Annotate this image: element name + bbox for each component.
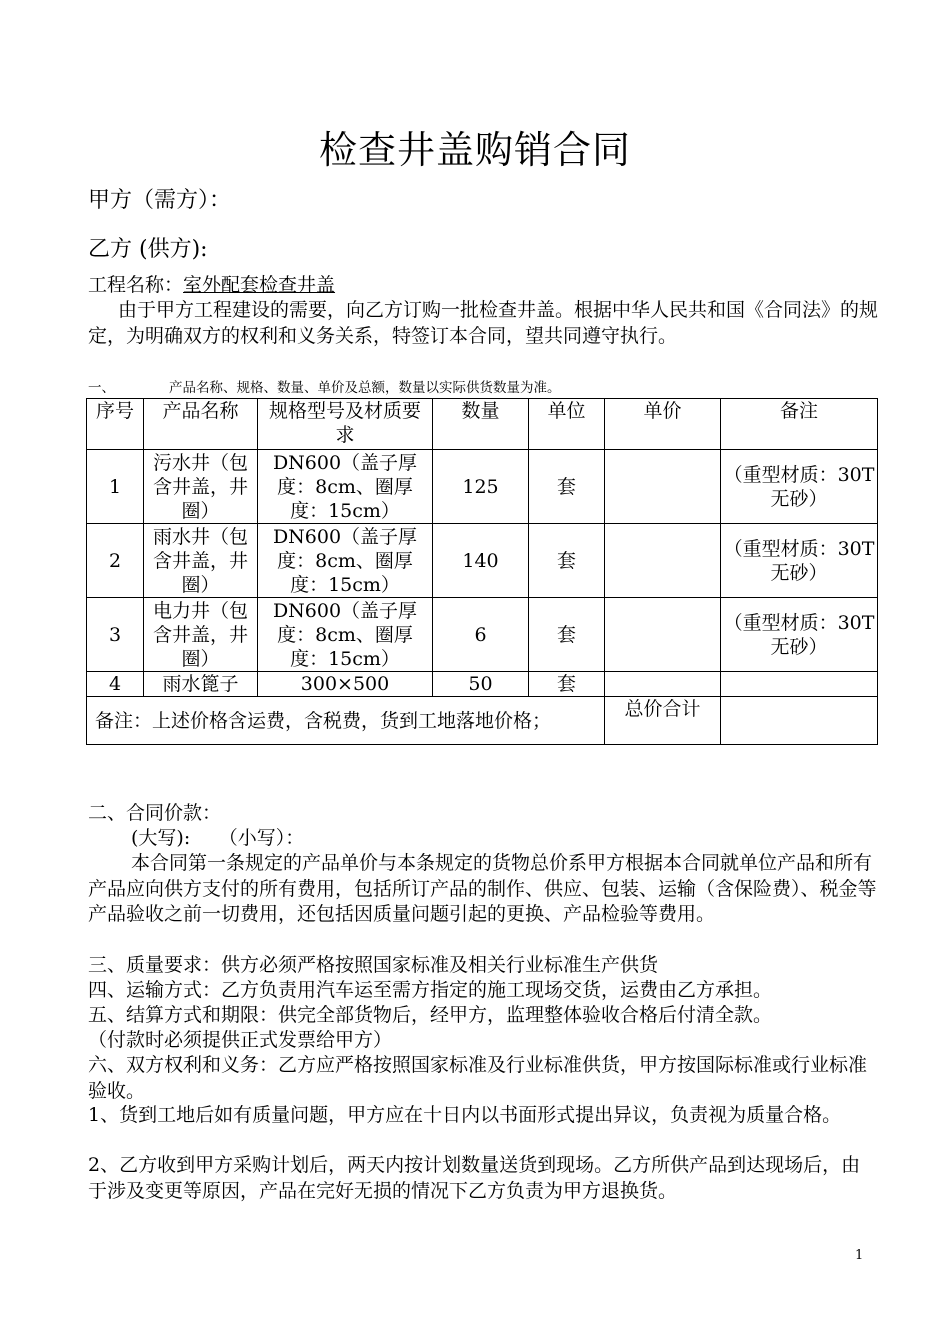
row-number: 1 bbox=[87, 450, 144, 524]
page-number: 1 bbox=[855, 1248, 864, 1263]
row-number: 2 bbox=[87, 524, 144, 598]
product-unit: 套 bbox=[529, 524, 605, 598]
product-name: 雨水井（包含井盖，井圈） bbox=[144, 524, 258, 598]
product-quantity: 125 bbox=[433, 450, 529, 524]
product-note: （重型材质：30T 无砂） bbox=[721, 598, 878, 672]
project-line bbox=[88, 273, 878, 298]
section-4: 四、运输方式：乙方负责用汽车运至需方指定的施工现场交货，运费由乙方承担。 bbox=[88, 979, 773, 1001]
project-name: 室外配套检查井盖 bbox=[183, 274, 336, 296]
section-3: 三、质量要求：供方必须严格按照国家标准及相关行业标准生产供货 bbox=[88, 954, 659, 976]
table-row bbox=[87, 598, 878, 672]
product-spec: DN600（盖子厚度：8cm、圈厚度：15cm） bbox=[258, 598, 433, 672]
product-spec: 300×500 bbox=[258, 672, 433, 697]
table-header-row bbox=[87, 399, 878, 450]
row-number: 4 bbox=[87, 672, 144, 697]
header-cell: 序号 bbox=[87, 399, 144, 450]
product-price bbox=[605, 524, 721, 598]
product-price bbox=[605, 598, 721, 672]
product-name: 雨水篦子 bbox=[144, 672, 258, 697]
product-name: 污水井（包含井盖，井圈） bbox=[144, 450, 258, 524]
product-quantity: 6 bbox=[433, 598, 529, 672]
table-footer-row bbox=[87, 697, 878, 745]
header-cell: 备注 bbox=[721, 399, 878, 450]
product-note: （重型材质：30T 无砂） bbox=[721, 524, 878, 598]
section-1-heading bbox=[88, 379, 561, 397]
product-price bbox=[605, 672, 721, 697]
intro-text: 由于甲方工程建设的需要，向乙方订购一批检查井盖。根据中华人民共和国《合同法》的规定，为明确双方的权利和义务关系，特签订本合同，望共同遵守执行。 bbox=[88, 299, 879, 347]
party-b-label: 乙方 (供方): bbox=[88, 237, 208, 262]
clause-2: 2、乙方收到甲方采购计划后，两天内按计划数量送货到现场。乙方所供产品到达现场后，由于涉及变更等原因，产品在完好无损的情况下乙方负责为甲方退换货。 bbox=[88, 1154, 861, 1202]
product-spec: DN600（盖子厚度：8cm、圈厚度：15cm） bbox=[258, 450, 433, 524]
goods-table bbox=[86, 398, 878, 745]
product-unit: 套 bbox=[529, 450, 605, 524]
project-label: 工程名称： bbox=[88, 274, 184, 296]
section-2-heading: 二、合同价款： bbox=[88, 802, 222, 824]
intro-paragraph bbox=[88, 298, 878, 349]
table-footer-note: 备注：上述价格含运费，含税费，货到工地落地价格； bbox=[87, 697, 605, 745]
product-note bbox=[721, 672, 878, 697]
party-a-label: 甲方（需方）： bbox=[88, 188, 232, 213]
section-5-payment-note: （付款时必须提供正式发票给甲方） bbox=[88, 1029, 393, 1051]
header-cell: 数量 bbox=[433, 399, 529, 450]
product-unit: 套 bbox=[529, 598, 605, 672]
table-row bbox=[87, 524, 878, 598]
section-2-amount-line: (大写): （小写）： bbox=[131, 827, 305, 849]
header-cell: 产品名称 bbox=[144, 399, 258, 450]
product-note: （重型材质：30T 无砂） bbox=[721, 450, 878, 524]
section-2-body-text: 本合同第一条规定的产品单价与本条规定的货物总价系甲方根据本合同就单位产品和所有产品应向供方支付的所有费用，包括所订产品的制作、供应、包装、运输（含保险费）、税金等产品验收之前一切费用，还包括因质量问题引起的更换、产品检验等费用。 bbox=[88, 852, 877, 925]
product-quantity: 50 bbox=[433, 672, 529, 697]
table-row bbox=[87, 672, 878, 697]
header-cell: 单位 bbox=[529, 399, 605, 450]
product-quantity: 140 bbox=[433, 524, 529, 598]
clause-1: 1、货到工地后如有质量问题，甲方应在十日内以书面形式提出异议，负责视为质量合格。 bbox=[88, 1104, 842, 1126]
product-price bbox=[605, 450, 721, 524]
table-row bbox=[87, 450, 878, 524]
row-number: 3 bbox=[87, 598, 144, 672]
section-5: 五、结算方式和期限：供完全部货物后，经甲方，监理整体验收合格后付清全款。 bbox=[88, 1004, 773, 1026]
section-1-text: 产品名称、规格、数量、单价及总额，数量以实际供货数量为准。 bbox=[169, 380, 561, 396]
product-spec: DN600（盖子厚度：8cm、圈厚度：15cm） bbox=[258, 524, 433, 598]
total-value bbox=[721, 697, 878, 745]
product-unit: 套 bbox=[529, 672, 605, 697]
section-2-body bbox=[88, 851, 878, 928]
section-1-number: 一、 bbox=[88, 380, 115, 396]
header-cell: 规格型号及材质要求 bbox=[258, 399, 433, 450]
total-label: 总价合计 bbox=[605, 697, 721, 745]
section-6: 六、双方权利和义务：乙方应严格按照国家标准及行业标准供货，甲方按国际标准或行业标准验收。 bbox=[88, 1054, 868, 1102]
header-cell: 单价 bbox=[605, 399, 721, 450]
product-name: 电力井（包含井盖，井圈） bbox=[144, 598, 258, 672]
document-title: 检查井盖购销合同 bbox=[318, 128, 631, 172]
